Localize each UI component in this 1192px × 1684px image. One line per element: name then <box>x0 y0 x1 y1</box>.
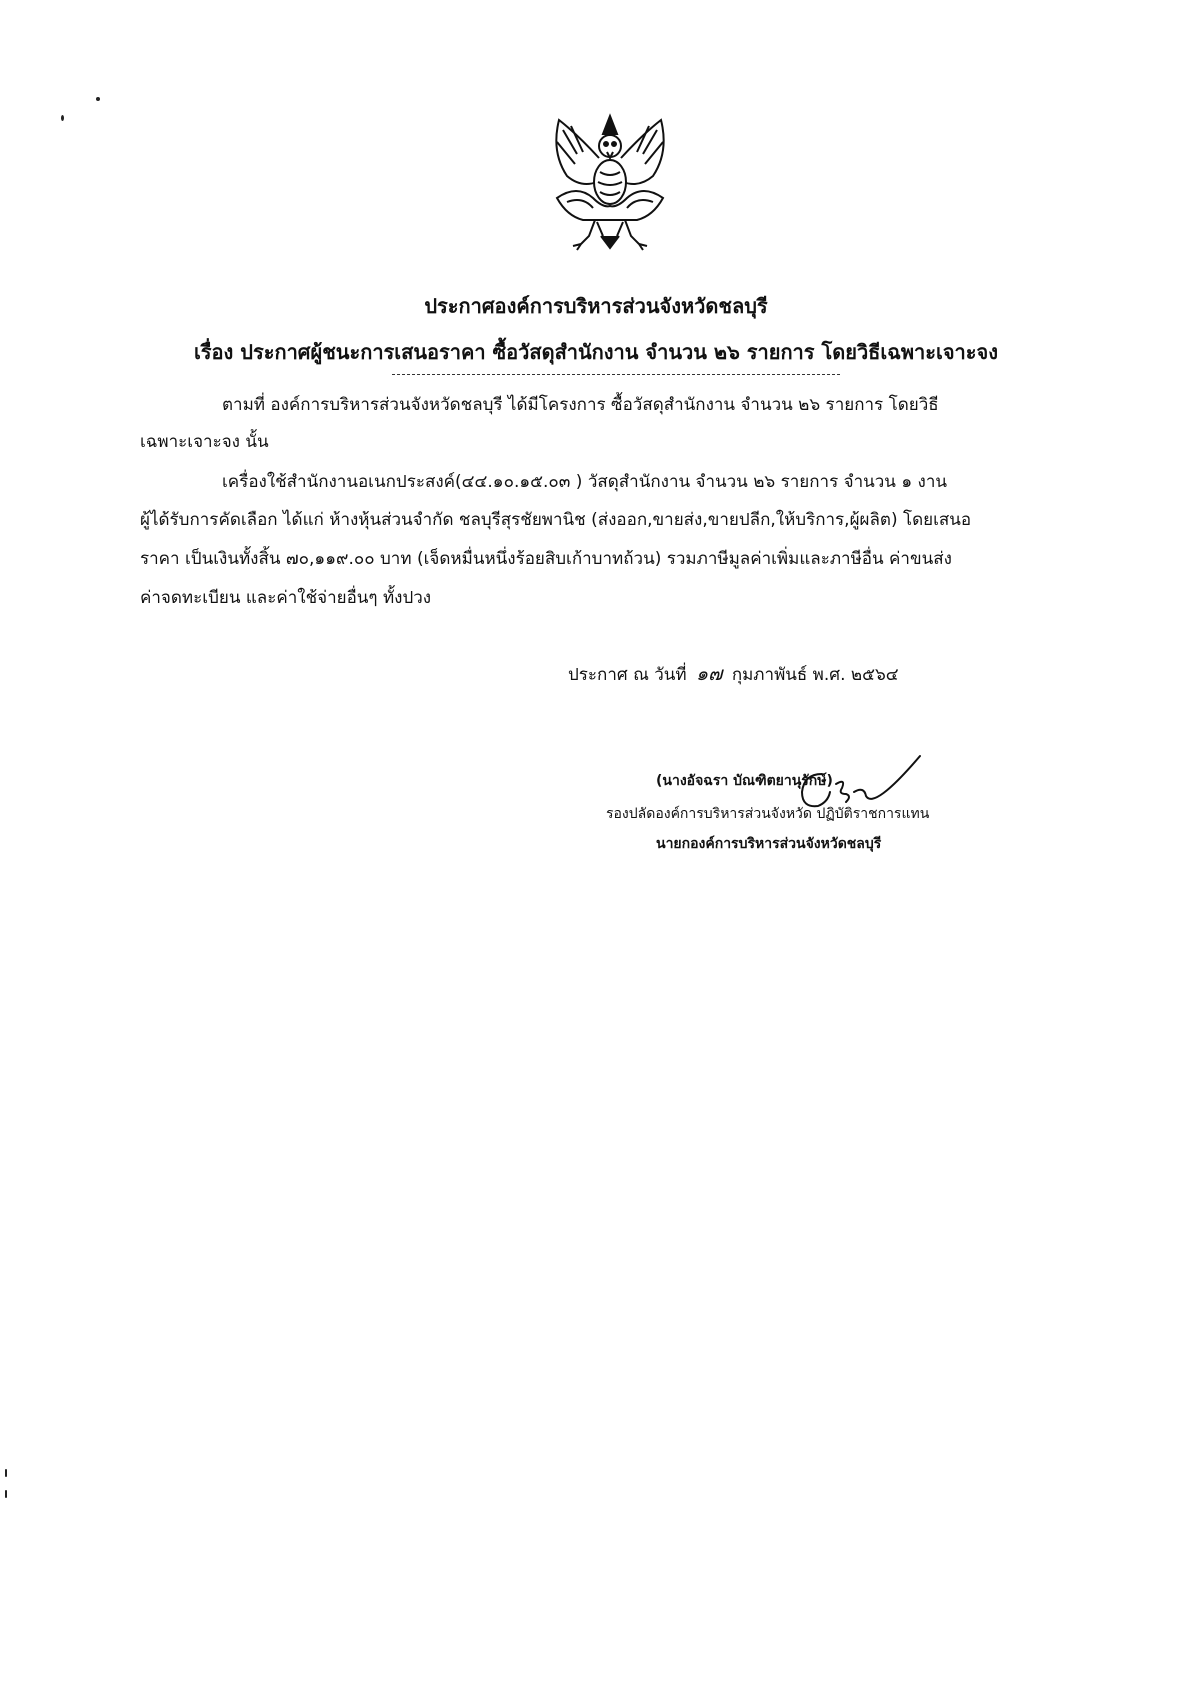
paragraph-1-line-2: เฉพาะเจาะจง นั้น <box>140 432 269 452</box>
date-day-handwritten: ๑๗ <box>696 663 723 685</box>
paragraph-2-line-1: เครื่องใช้สำนักงานอเนกประสงค์(๔๔.๑๐.๑๕.๐๓ ) วัสดุสำนักงาน จำนวน ๒๖ รายการ จำนวน ๑ งาน <box>222 472 947 492</box>
signatory-name: (นางอัจฉรา บัณฑิตยานุรักษ์) <box>656 773 833 789</box>
signatory-position-line-2: นายกองค์การบริหารส่วนจังหวัดชลบุรี <box>656 836 882 852</box>
date-prefix: ประกาศ ณ วันที่ <box>568 665 687 685</box>
document-subject: เรื่อง ประกาศผู้ชนะการเสนอราคา ซื้อวัสดุสำนักงาน จำนวน ๒๖ รายการ โดยวิธีเฉพาะเจาะจง <box>193 340 999 364</box>
title-divider <box>392 374 840 375</box>
document-title: ประกาศองค์การบริหารส่วนจังหวัดชลบุรี <box>424 294 768 318</box>
garuda-emblem <box>537 112 683 254</box>
scan-speck <box>96 97 100 101</box>
announcement-date <box>568 659 899 689</box>
scan-speck <box>61 115 64 121</box>
signatory-position-line-1: รองปลัดองค์การบริหารส่วนจังหวัด ปฏิบัติราชการแทน <box>606 806 930 822</box>
scan-speck <box>5 1469 7 1477</box>
paragraph-1-line-1: ตามที่ องค์การบริหารส่วนจังหวัดชลบุรี ได้มีโครงการ ซื้อวัสดุสำนักงาน จำนวน ๒๖ รายการ โดยวิธี <box>222 395 939 415</box>
paragraph-2-line-2: ผู้ได้รับการคัดเลือก ได้แก่ ห้างหุ้นส่วนจำกัด ชลบุรีสุรชัยพานิช (ส่งออก,ขายส่ง,ขายปลีก,ให้บริการ,ผู้ผลิต) โดยเสนอ <box>140 510 972 530</box>
scan-speck <box>5 1490 7 1498</box>
date-month-year: กุมภาพันธ์ พ.ศ. ๒๕๖๔ <box>731 665 899 685</box>
paragraph-2-line-3: ราคา เป็นเงินทั้งสิ้น ๗๐,๑๑๙.๐๐ บาท (เจ็ดหมื่นหนึ่งร้อยสิบเก้าบาทถ้วน) รวมภาษีมูลค่าเพิ่มและภาษีอื่น ค่าขนส่ง <box>140 549 952 569</box>
paragraph-2-line-4: ค่าจดทะเบียน และค่าใช้จ่ายอื่นๆ ทั้งปวง <box>140 588 432 608</box>
